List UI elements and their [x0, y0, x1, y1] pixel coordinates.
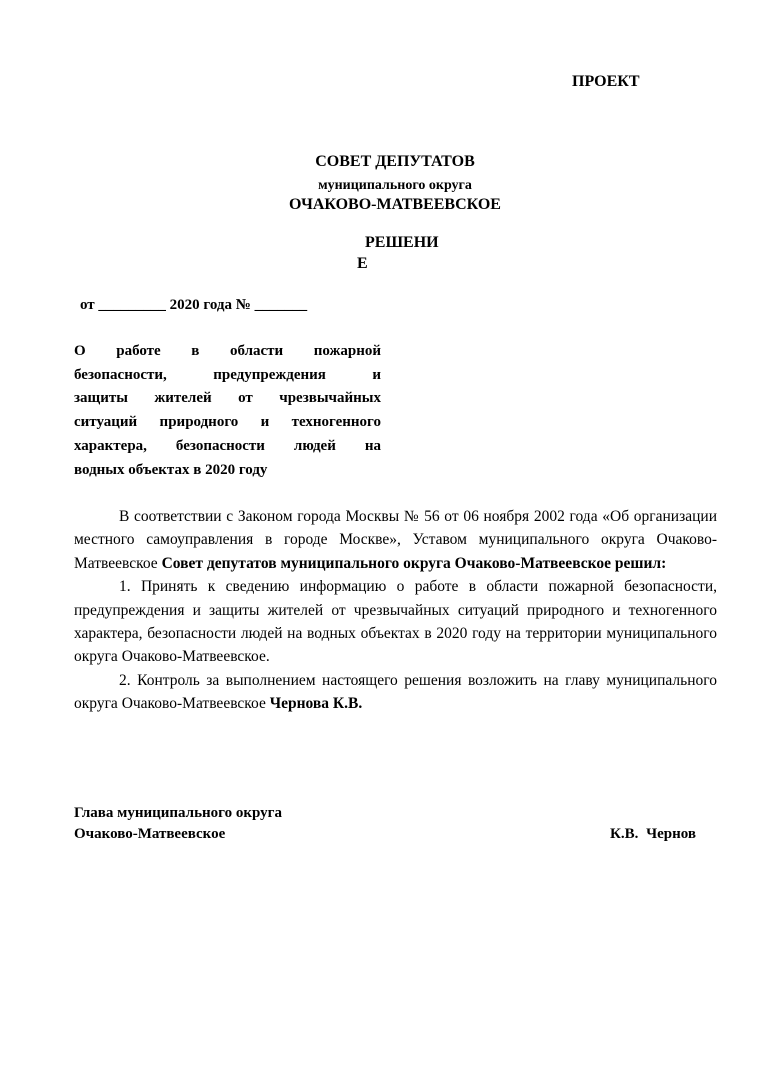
item-1-paragraph: 1. Принять к сведению информацию о работе в области пожарной безопасности, предупреждения и защиты жителей от чрезвычайных ситуаций природного и техногенного характера, безопасности людей на водных объектах в 2020 году на территории муниципального округа Очаково-Матвеевское. — [74, 578, 717, 666]
subject-line: водных объектах в 2020 году — [74, 461, 268, 478]
item-2-paragraph — [74, 669, 717, 716]
signature-title: Глава муниципального округа — [74, 805, 282, 821]
subject-line: защиты жителей от чрезвычайных — [74, 390, 381, 407]
preamble-paragraph — [74, 505, 717, 575]
item-2-responsible: Чернова К.В. — [269, 695, 363, 713]
district-line: муниципального округа — [318, 178, 472, 193]
date-number-line: от _________ 2020 года № _______ — [80, 297, 308, 313]
subject-line: характера, безопасности людей на — [74, 437, 381, 454]
council-title: СОВЕТ ДЕПУТАТОВ — [315, 153, 475, 170]
subject-line: О работе в области пожарной — [74, 343, 381, 359]
district-name: ОЧАКОВО-МАТВЕЕВСКОЕ — [289, 196, 501, 213]
subject-line: безопасности, предупреждения и — [74, 366, 381, 383]
decision-title-part1: РЕШЕНИ — [365, 234, 439, 251]
decision-title-part2: Е — [357, 255, 368, 272]
draft-mark: ПРОЕКТ — [572, 73, 640, 90]
decision-subject — [74, 340, 381, 482]
signature-name: К.В. Чернов — [610, 826, 697, 842]
preamble-text: В соответствии с Законом города Москвы № 56 от 06 ноября 2002 года «Об организации местного самоуправления в городе Москве», Уставом муниципального округа Очаково-Матвеевское — [74, 508, 717, 572]
item-2-text: 2. Контроль за выполнением настоящего решения возложить на главу муниципального округа Очаково-Матвеевское — [74, 671, 717, 713]
subject-line: ситуаций природного и техногенного — [74, 414, 381, 431]
signature-district: Очаково-Матвеевское — [74, 826, 226, 842]
preamble-resolution: Совет депутатов муниципального округа Очаково-Матвеевское решил: — [161, 554, 667, 572]
decision-body — [74, 505, 717, 716]
